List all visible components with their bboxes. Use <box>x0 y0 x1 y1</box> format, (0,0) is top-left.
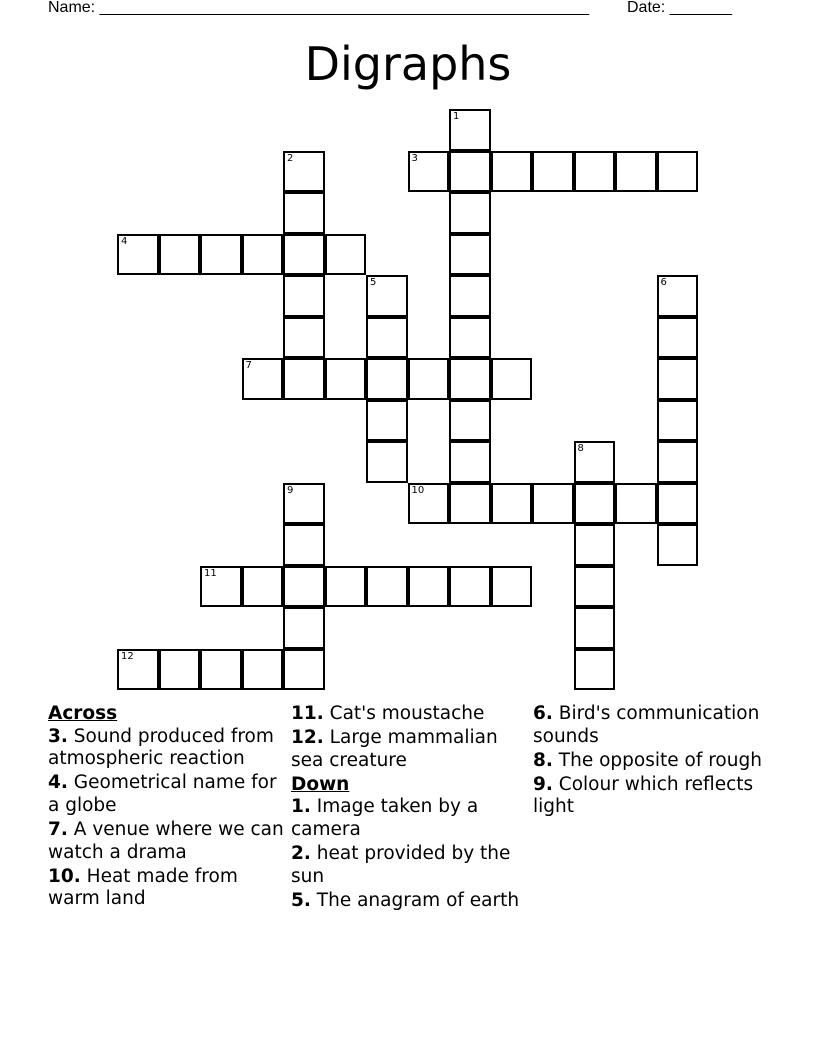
grid-cell[interactable] <box>491 358 533 400</box>
grid-cell[interactable] <box>657 483 699 525</box>
grid-cell[interactable] <box>657 275 699 317</box>
grid-cell[interactable] <box>449 234 491 276</box>
grid-cell[interactable] <box>532 483 574 525</box>
clue-across-12: 12. Large mammalian sea creature <box>291 727 498 771</box>
clue-number: 11 <box>204 567 217 579</box>
grid-cell[interactable] <box>449 275 491 317</box>
grid-cell[interactable] <box>574 524 616 566</box>
clue-down-8: 8. The opposite of rough <box>533 749 762 771</box>
grid-cell[interactable] <box>574 566 616 608</box>
grid-cell[interactable] <box>657 400 699 442</box>
clue-down-9: 9. Colour which reflects light <box>533 773 754 818</box>
grid-cell[interactable] <box>242 566 284 608</box>
grid-cell[interactable] <box>491 566 533 608</box>
across-heading: Across <box>48 703 118 724</box>
clue-column-2 <box>291 703 527 914</box>
grid-cell[interactable] <box>408 358 450 400</box>
grid-cell[interactable] <box>325 566 367 608</box>
grid-cell[interactable] <box>200 649 242 691</box>
grid-cell[interactable] <box>574 649 616 691</box>
clue-number: 4 <box>121 235 128 247</box>
grid-cell[interactable] <box>408 483 450 525</box>
clue-across-7: 7. A venue where we can watch a drama <box>48 818 284 863</box>
grid-cell[interactable] <box>366 566 408 608</box>
clue-number: 12 <box>121 650 134 662</box>
down-heading: Down <box>291 773 350 795</box>
grid-cell[interactable] <box>283 192 325 234</box>
grid-cell[interactable] <box>449 566 491 608</box>
grid-cell[interactable] <box>366 441 408 483</box>
grid-cell[interactable] <box>449 151 491 193</box>
grid-cell[interactable] <box>408 151 450 193</box>
clue-down-5: 5. The anagram of earth <box>291 889 520 911</box>
clue-number: 6 <box>660 277 667 288</box>
grid-cell[interactable] <box>449 317 491 359</box>
grid-cell[interactable] <box>283 607 325 649</box>
clue-number: 5 <box>370 277 377 288</box>
clue-across-4: 4. Geometrical name for a globe <box>48 772 277 816</box>
clue-column-3 <box>533 703 773 820</box>
grid-cell[interactable] <box>449 109 491 151</box>
grid-cell[interactable] <box>200 566 242 608</box>
grid-cell[interactable] <box>283 317 325 359</box>
clue-down-6: 6. Bird's communication sounds <box>533 703 760 747</box>
grid-cell[interactable] <box>283 234 325 276</box>
grid-cell[interactable] <box>408 566 450 608</box>
grid-cell[interactable] <box>657 524 699 566</box>
grid-cell[interactable] <box>615 483 657 525</box>
clue-number: 9 <box>287 484 294 496</box>
page-title: Digraphs <box>304 37 512 91</box>
grid-cell[interactable] <box>615 151 657 193</box>
grid-cell[interactable] <box>283 649 325 691</box>
clue-number: 7 <box>245 360 252 371</box>
clue-across-3: 3. Sound produced from atmospheric reaction <box>48 725 274 770</box>
grid-cell[interactable] <box>117 649 159 691</box>
clue-down-1: 1. Image taken by a camera <box>291 796 479 840</box>
grid-cell[interactable] <box>159 234 201 276</box>
grid-cell[interactable] <box>325 234 367 276</box>
grid-cell[interactable] <box>283 483 325 525</box>
grid-cell[interactable] <box>657 151 699 193</box>
grid-cell[interactable] <box>366 317 408 359</box>
grid-cell[interactable] <box>117 234 159 276</box>
grid-cell[interactable] <box>283 566 325 608</box>
grid-cell[interactable] <box>657 358 699 400</box>
grid-cell[interactable] <box>283 524 325 566</box>
grid-cell[interactable] <box>200 234 242 276</box>
grid-cell[interactable] <box>532 151 574 193</box>
grid-cell[interactable] <box>449 192 491 234</box>
grid-cell[interactable] <box>366 358 408 400</box>
grid-cell[interactable] <box>242 649 284 691</box>
clue-across-10: 10. Heat made from warm land <box>48 865 238 910</box>
grid-cell[interactable] <box>449 441 491 483</box>
clue-down-2: 2. heat provided by the sun <box>291 843 511 887</box>
grid-cell[interactable] <box>449 358 491 400</box>
grid-cell[interactable] <box>283 275 325 317</box>
grid-cell[interactable] <box>283 358 325 400</box>
grid-cell[interactable] <box>449 400 491 442</box>
name-field-label: Name: _______________________________________________________ <box>48 0 589 16</box>
grid-cell[interactable] <box>574 607 616 649</box>
grid-cell[interactable] <box>283 151 325 193</box>
grid-cell[interactable] <box>574 151 616 193</box>
grid-cell[interactable] <box>159 649 201 691</box>
clue-number: 2 <box>287 152 294 164</box>
clue-number: 1 <box>453 111 460 122</box>
grid-cell[interactable] <box>574 483 616 525</box>
grid-cell[interactable] <box>242 234 284 276</box>
date-field-label: Date: _______ <box>627 0 732 16</box>
clue-number: 8 <box>577 443 584 454</box>
grid-cell[interactable] <box>491 483 533 525</box>
grid-cell[interactable] <box>574 441 616 483</box>
grid-cell[interactable] <box>242 358 284 400</box>
grid-cell[interactable] <box>449 483 491 525</box>
grid-cell[interactable] <box>491 151 533 193</box>
clue-across-11: 11. Cat's moustache <box>291 703 485 724</box>
clue-number: 10 <box>411 484 425 496</box>
clue-column-1 <box>48 703 284 912</box>
grid-cell[interactable] <box>366 400 408 442</box>
clue-number: 3 <box>411 152 418 164</box>
grid-cell[interactable] <box>657 317 699 359</box>
grid-cell[interactable] <box>325 358 367 400</box>
grid-cell[interactable] <box>657 441 699 483</box>
grid-cell[interactable] <box>366 275 408 317</box>
